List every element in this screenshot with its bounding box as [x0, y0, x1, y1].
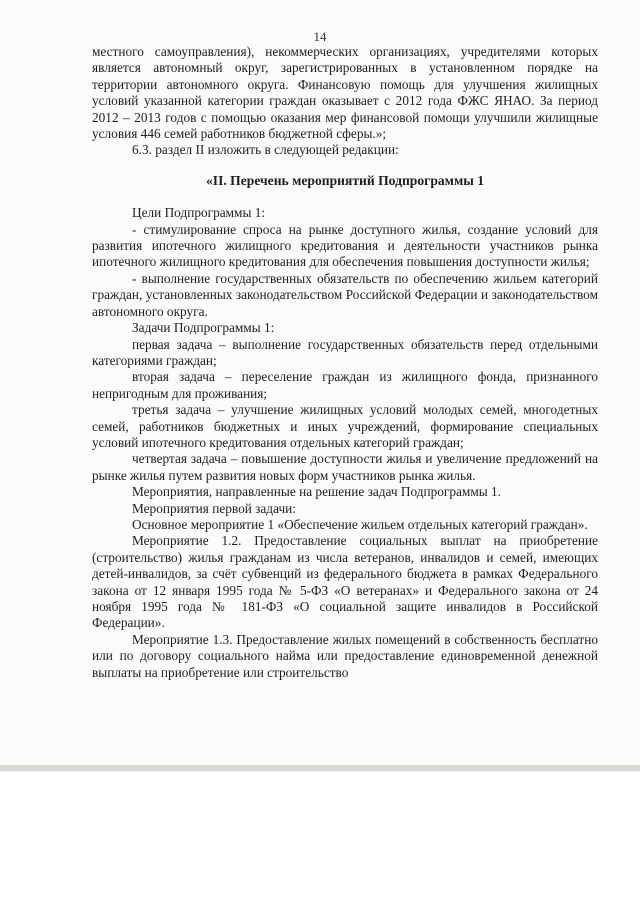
paragraph-task-2: вторая задача – переселение граждан из жилищного фонда, признанного непригодным для проживания;	[92, 369, 598, 401]
paragraph-task-1: первая задача – выполнение государственных обязательств перед отдельными категориями граждан;	[92, 336, 598, 368]
page-number: 14	[313, 29, 327, 44]
paragraph-goals-title: Цели Подпрограммы 1:	[132, 205, 266, 221]
paragraph-continuation: местного самоуправления), некоммерческих организациях, учредителями которых является автономный округ, зарегистрированных в установленном порядке на территории автономного округа. Финансовую помощь для улучшения жилищных условий указанной категории граждан оказывает с 2012 года ФЖС ЯНАО. За период 2012 – 2013 годов с помощью оказания мер финансовой помощи улучшили жилищные условия 446 семей работников бюджетной сферы.»;	[92, 44, 598, 142]
paragraph-tasks-title: Задачи Подпрограммы 1:	[132, 320, 275, 336]
paragraph-first-task-measures: Мероприятия первой задачи:	[132, 500, 296, 516]
paragraph-measure-1-3: Мероприятие 1.3. Предоставление жилых помещений в собственность бесплатно или по договору социального найма или предоставление единовременной денежной выплаты на приобретение или строительство	[92, 631, 598, 680]
paragraph-task-4: четвертая задача – повышение доступности жилья и увеличение предложений на рынке жилья путем развития новых форм участников рынка жилья.	[92, 451, 598, 483]
paragraph-measures-intro: Мероприятия, направленные на решение задач Подпрограммы 1.	[132, 484, 501, 500]
paragraph-measure-1-2: Мероприятие 1.2. Предоставление социальных выплат на приобретение (строительство) жилья гражданам из числа ветеранов, инвалидов и семей, имеющих детей-инвалидов, за счёт субвенций из федерального бюджета в рамках Федерального закона от 12 января 1995 года № 5-ФЗ «О ветеранах» и Федерального закона от 24 ноября 1995 года № 181-ФЗ «О социальной защите инвалидов в Российской Федерации».	[92, 533, 598, 631]
paragraph-amendment: 6.3. раздел II изложить в следующей редакции:	[132, 142, 399, 158]
scan-edge	[0, 765, 640, 771]
document-body	[92, 44, 598, 681]
paragraph-main-measure-1: Основное мероприятие 1 «Обеспечение жильем отдельных категорий граждан».	[132, 516, 588, 532]
paragraph-goal-1: - стимулирование спроса на рынке доступного жилья, создание условий для развития ипотечного жилищного кредитования и деятельности участников рынка ипотечного жилищного кредитования для обеспечения повышения доступности жилья;	[92, 221, 598, 270]
paragraph-task-3: третья задача – улучшение жилищных условий молодых семей, многодетных семей, работников бюджетных и иных учреждений, формирование специальных условий ипотечного кредитования отдельных категорий граждан;	[92, 402, 598, 450]
section-heading: «II. Перечень мероприятий Подпрограммы 1	[205, 172, 485, 188]
paragraph-goal-2: - выполнение государственных обязательств по обеспечению жильем категорий граждан, установленных законодательством Российской Федерации и законодательством автономного округа.	[92, 270, 598, 319]
